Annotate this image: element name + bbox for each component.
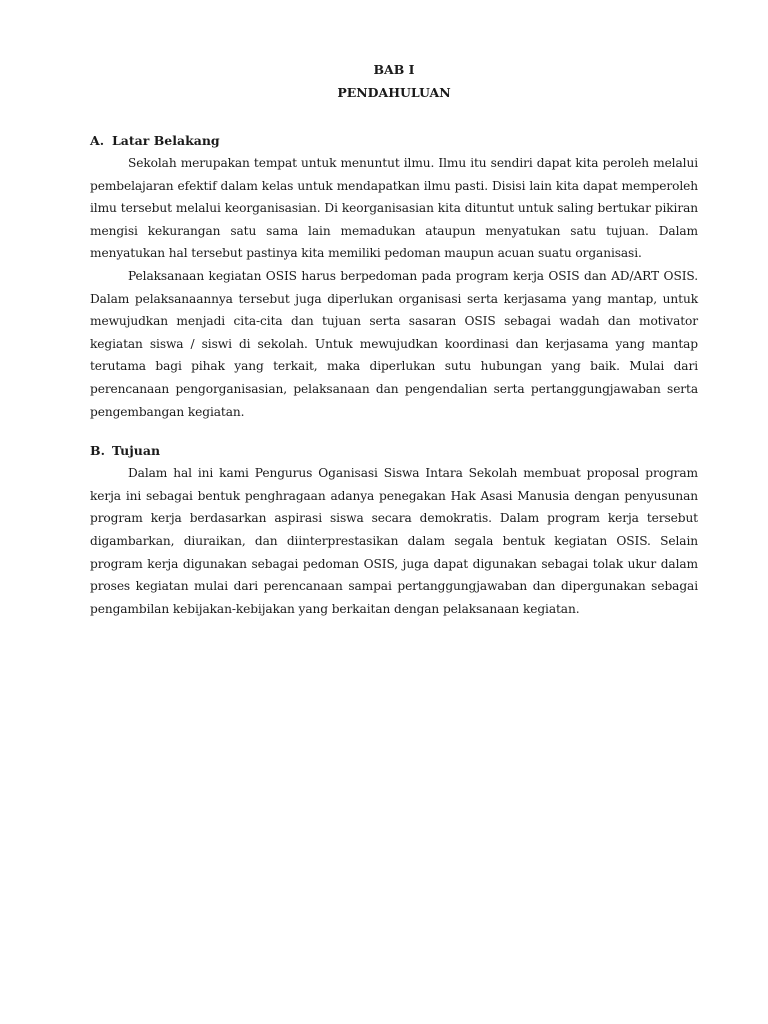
- section-letter: B.: [90, 443, 105, 459]
- chapter-title: PENDAHULUAN: [337, 85, 451, 100]
- section-latar-belakang: [90, 130, 698, 423]
- paragraph: Pelaksanaan kegiatan OSIS harus berpedoman pada program kerja OSIS dan AD/ART OSIS. Dalam pelaksanaannya tersebut juga diperlukan organisasi serta kerjasama yang mantap, untuk mewujudkan menjadi cita-cita dan tujuan serta sasaran OSIS sebagai wadah dan motivator kegiatan siswa / siswi di sekolah. Untuk mewujudkan koordinasi dan kerjasama yang mantap terutama bagi pihak yang terkait, maka diperlukan sutu hubungan yang baik. Mulai dari perencanaan pengorganisasian, pelaksanaan dan pengendalian serta pertanggungjawaban serta pengembangan kegiatan.: [90, 268, 698, 419]
- section-heading: [90, 440, 698, 462]
- section-title: Tujuan: [112, 443, 161, 459]
- section-letter: A.: [90, 133, 105, 148]
- document-page: [90, 58, 698, 620]
- section-title: Latar Belakang: [112, 133, 220, 148]
- paragraph: Sekolah merupakan tempat untuk menuntut ilmu. Ilmu itu sendiri dapat kita peroleh melalui pembelajaran efektif dalam kelas untuk mendapatkan ilmu pasti. Disisi lain kita dapat memperoleh ilmu tersebut melalui keorganisasian. Di keorganisasian kita dituntut untuk saling bertukar pikiran mengisi kekurangan satu sama lain memadukan ataupun menyatukan satu tujuan. Dalam menyatukan hal tersebut pastinya kita memiliki pedoman maupun acuan suatu organisasi.: [90, 156, 698, 261]
- section-tujuan: [90, 440, 698, 620]
- chapter-number: BAB I: [373, 62, 415, 77]
- paragraph: Dalam hal ini kami Pengurus Oganisasi Siswa Intara Sekolah membuat proposal program kerja ini sebagai bentuk penghragaan adanya penegakan Hak Asasi Manusia dengan penyusunan program kerja berdasarkan aspirasi siswa secara demokratis. Dalam program kerja tersebut digambarkan, diuraikan, dan diinterprestasikan dalam segala bentuk kegiatan OSIS. Selain program kerja digunakan sebagai pedoman OSIS, juga dapat digunakan sebagai tolak ukur dalam proses kegiatan mulai dari perencanaan sampai pertanggungjawaban dan dipergunakan sebagai pengambilan kebijakan-kebijakan yang berkaitan dengan pelaksanaan kegiatan.: [90, 466, 698, 616]
- section-heading: [90, 130, 698, 152]
